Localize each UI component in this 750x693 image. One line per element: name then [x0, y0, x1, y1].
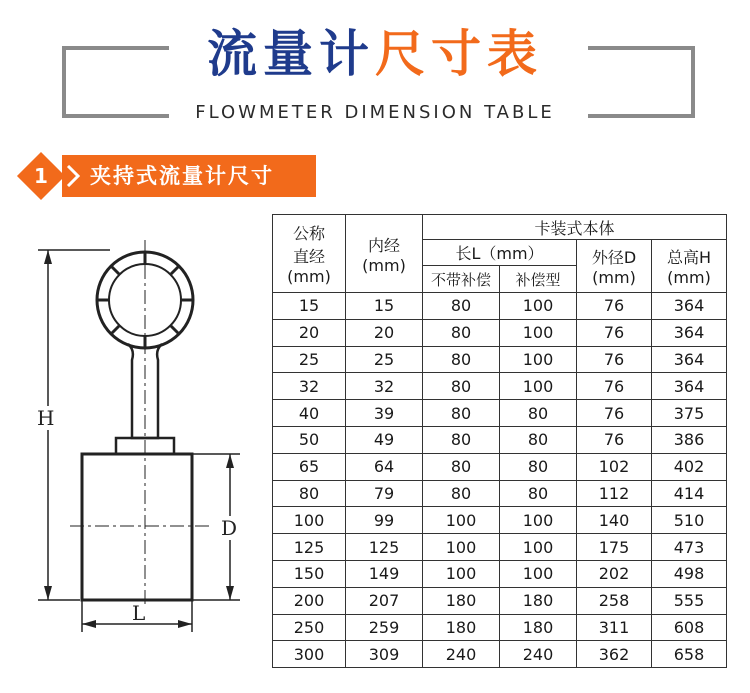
header-length-no-comp: 不带补偿: [423, 266, 500, 293]
table-cell: 498: [652, 560, 727, 587]
table-cell: 20: [273, 319, 346, 346]
table-cell: 140: [577, 507, 652, 534]
table-cell: 100: [500, 319, 577, 346]
table-row: [273, 373, 727, 400]
table-cell: 80: [423, 319, 500, 346]
table-row: [273, 507, 727, 534]
table-cell: 64: [346, 453, 423, 480]
table-cell: 80: [500, 426, 577, 453]
title-part-1: 流量计: [207, 25, 375, 83]
table-cell: 259: [346, 614, 423, 641]
header-height-line1: 总高H: [666, 248, 712, 267]
table-cell: 80: [500, 400, 577, 427]
table-cell: 175: [577, 534, 652, 561]
table-row: [273, 426, 727, 453]
label-h: H: [37, 406, 55, 430]
table-cell: 200: [273, 587, 346, 614]
table-cell: 25: [273, 346, 346, 373]
table-row: [273, 560, 727, 587]
page-title: [0, 22, 750, 86]
table-cell: 32: [346, 373, 423, 400]
header-inner-line2: (mm): [362, 255, 406, 275]
table-row: [273, 641, 727, 668]
chevron-right-icon: [66, 165, 80, 187]
section-number: 1: [34, 164, 48, 188]
table-cell: 80: [273, 480, 346, 507]
dimension-table: [272, 214, 727, 668]
table-cell: 80: [423, 426, 500, 453]
header-outer-line1: 外径D: [591, 248, 637, 267]
table-cell: 80: [423, 373, 500, 400]
table-cell: 100: [500, 373, 577, 400]
table-cell: 15: [273, 293, 346, 320]
table-cell: 32: [273, 373, 346, 400]
table-cell: 240: [500, 641, 577, 668]
table-cell: 125: [346, 534, 423, 561]
header-length-comp: 补偿型: [500, 266, 577, 293]
table-cell: 79: [346, 480, 423, 507]
header-nominal-line3: (mm): [287, 267, 331, 286]
table-cell: 15: [346, 293, 423, 320]
table-cell: 180: [423, 587, 500, 614]
table-cell: 40: [273, 400, 346, 427]
table-cell: 180: [500, 587, 577, 614]
table-row: [273, 614, 727, 641]
table-cell: 311: [577, 614, 652, 641]
table-cell: 414: [652, 480, 727, 507]
table-cell: 180: [500, 614, 577, 641]
header-inner-line1: 内经: [367, 235, 400, 255]
table-cell: 25: [346, 346, 423, 373]
header-outer-line2: (mm): [592, 268, 636, 287]
table-cell: 80: [500, 453, 577, 480]
table-cell: 510: [652, 507, 727, 534]
table-cell: 80: [500, 480, 577, 507]
table-cell: 80: [423, 346, 500, 373]
table-cell: 364: [652, 373, 727, 400]
table-cell: 386: [652, 426, 727, 453]
table-cell: 402: [652, 453, 727, 480]
header-inner: [346, 215, 423, 293]
table-cell: 125: [273, 534, 346, 561]
table-row: [273, 346, 727, 373]
table-cell: 364: [652, 319, 727, 346]
table-cell: 20: [346, 319, 423, 346]
table-cell: 102: [577, 453, 652, 480]
header-nominal-line1: 公称: [292, 224, 325, 243]
header-height: [652, 240, 727, 293]
table-row: [273, 480, 727, 507]
header-nominal: [273, 215, 346, 293]
table-row: [273, 293, 727, 320]
table-cell: 180: [423, 614, 500, 641]
table-cell: 362: [577, 641, 652, 668]
table-cell: 100: [273, 507, 346, 534]
page-subtitle: FLOWMETER DIMENSION TABLE: [195, 102, 555, 123]
header-outer: [577, 240, 652, 293]
table-row: [273, 400, 727, 427]
table-cell: 80: [423, 453, 500, 480]
table-cell: 207: [346, 587, 423, 614]
table-cell: 100: [423, 534, 500, 561]
header-length: 长L（mm）: [423, 240, 577, 266]
table-cell: 149: [346, 560, 423, 587]
table-cell: 375: [652, 400, 727, 427]
flowmeter-drawing: [30, 220, 270, 640]
table-cell: 100: [500, 293, 577, 320]
table-row: [273, 319, 727, 346]
header-nominal-line2: 直经: [292, 247, 325, 266]
header-height-line2: (mm): [667, 268, 711, 287]
section-title: 夹持式流量计尺寸: [90, 164, 274, 188]
table-cell: 100: [500, 346, 577, 373]
table-cell: 100: [423, 560, 500, 587]
header-group: 卡装式本体: [423, 215, 727, 240]
table-cell: 555: [652, 587, 727, 614]
table-cell: 658: [652, 641, 727, 668]
table-cell: 80: [423, 400, 500, 427]
table-cell: 39: [346, 400, 423, 427]
table-cell: 80: [423, 480, 500, 507]
table-cell: 300: [273, 641, 346, 668]
meter-body: [82, 454, 192, 600]
table-cell: 258: [577, 587, 652, 614]
table-cell: 76: [577, 373, 652, 400]
table-cell: 364: [652, 346, 727, 373]
table-row: [273, 587, 727, 614]
table-body: [273, 293, 727, 668]
table-cell: 473: [652, 534, 727, 561]
table-cell: 240: [423, 641, 500, 668]
table-cell: 100: [500, 534, 577, 561]
table-cell: 99: [346, 507, 423, 534]
table-cell: 250: [273, 614, 346, 641]
table-cell: 100: [500, 507, 577, 534]
table-cell: 49: [346, 426, 423, 453]
label-l: L: [132, 601, 146, 625]
table-cell: 100: [423, 507, 500, 534]
table-cell: 608: [652, 614, 727, 641]
table-cell: 76: [577, 293, 652, 320]
table-cell: 112: [577, 480, 652, 507]
table-row: [273, 453, 727, 480]
section-badge: [14, 155, 314, 197]
table-cell: 309: [346, 641, 423, 668]
label-d: D: [221, 516, 238, 540]
table-cell: 364: [652, 293, 727, 320]
table-cell: 100: [500, 560, 577, 587]
table-cell: 50: [273, 426, 346, 453]
table-cell: 76: [577, 400, 652, 427]
table-cell: 65: [273, 453, 346, 480]
table-row: [273, 534, 727, 561]
title-part-2: 尺寸表: [375, 25, 543, 83]
table-cell: 202: [577, 560, 652, 587]
table-cell: 150: [273, 560, 346, 587]
table-cell: 76: [577, 319, 652, 346]
table-cell: 76: [577, 346, 652, 373]
table-cell: 80: [423, 293, 500, 320]
table-cell: 76: [577, 426, 652, 453]
